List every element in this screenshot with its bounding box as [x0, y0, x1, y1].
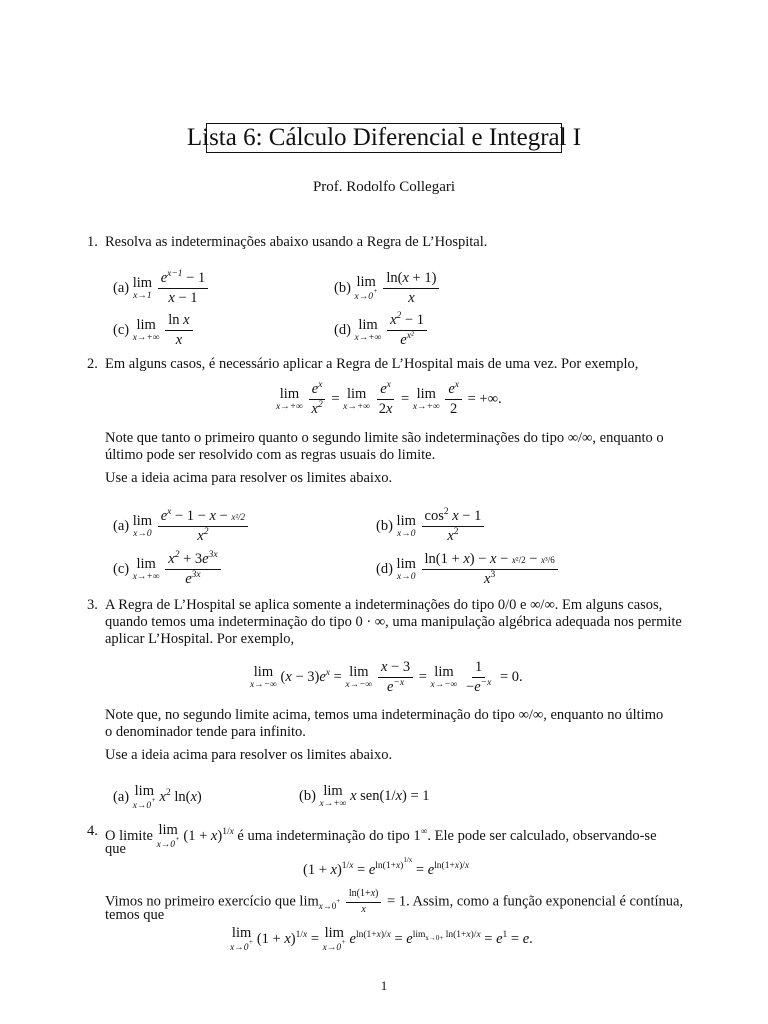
fraction: $\frac{x - 3}{e^{-x}}$ — [378, 660, 413, 695]
q3b: (b) lim x→+∞ x sen(1/x) = 1 — [299, 783, 430, 809]
q1-number: 1. — [87, 234, 98, 250]
q3-note-line1: Note que, no segundo limite acima, temos uma indeterminação do tipo ∞/∞, enquanto no último — [105, 707, 664, 723]
q1a-label: (a) — [113, 280, 130, 297]
fraction: $\frac{x^2 + 3e^{3x}}{e^{3x}}$ — [165, 552, 220, 587]
fraction: $\frac{\text{ln x}}{x}$ — [165, 313, 192, 348]
q3-number: 3. — [87, 597, 98, 613]
q2-example: lim x→+∞ $\frac{e^x}{x^2}$ = lim x→+∞ $\frac{e^x}{2x}$ = lim x→+∞ $\frac{e^x}{2}$ = +∞. — [276, 380, 502, 418]
q3-example: lim x→−∞ $(x - 3)e^x$ = lim x→−∞ $\frac{x - 3}{e^{-x}}$ = lim x→−∞ $\frac{1}{-e^{-x}}$ = 0. — [250, 659, 523, 696]
limit: lim x→0+ — [354, 274, 378, 302]
fraction: $\frac{e^x - 1 - x - x^2/2}{x^2}$ — [158, 509, 248, 544]
limit: lim x→+∞ — [276, 386, 303, 412]
limit: lim x→0 — [132, 513, 153, 539]
limit: lim x→1 — [132, 275, 153, 301]
q2-intro: Em alguns casos, é necessário aplicar a Regra de L’Hospital mais de uma vez. Por exemplo, — [105, 356, 639, 372]
q2c — [113, 552, 223, 587]
q2-use: Use a ideia acima para resolver os limites abaixo. — [105, 470, 393, 486]
limit: lim x→+∞ — [412, 386, 440, 412]
q4-text-b: é uma indeterminação do tipo 1 — [237, 827, 421, 844]
fraction: $\frac{x^2 - 1}{e^{x^2}}$ — [387, 313, 427, 348]
fraction: $\frac{e^x}{2x}$ — [378, 380, 393, 418]
title-box — [186, 123, 582, 153]
fraction: $\frac{e^{x-1} - 1}{x - 1}$ — [158, 271, 209, 306]
q4-line1: O limite lim x→0+ $(1 + x)^{1/x}$ é uma indeterminação do tipo 1∞. Ele pode ser calculado, observando-se — [105, 822, 657, 850]
q4-vimos: Vimos no primeiro exercício que $\lim_{x\to 0^+}$ $\frac{\ln(1+x)}{x}$ = 1. Assim, como a função exponencial é contínua, — [105, 888, 684, 915]
fraction: $\frac{e^x}{2}$ — [445, 382, 462, 417]
q4-text-a: O limite — [105, 827, 153, 844]
limit: lim x→−∞ — [430, 664, 458, 690]
q2a-label: (a) — [113, 518, 130, 535]
q3-use: Use a ideia acima para resolver os limites abaixo. — [105, 747, 393, 763]
fraction: $\frac{\text{ln(1 + x) − x − x²/2 − x³/6}}{x^3}$ — [422, 552, 558, 587]
q4-number: 4. — [87, 823, 98, 839]
limit: lim x→+∞ — [319, 783, 347, 809]
q1d-label: (d) — [334, 322, 351, 339]
limit: lim x→+∞ — [132, 556, 160, 582]
fraction: $\frac{\cos^2 x - 1}{x^2}$ — [422, 509, 485, 544]
limit: lim x→+∞ — [132, 317, 160, 343]
limit: lim x→+∞ — [354, 317, 382, 343]
q2a — [113, 509, 250, 544]
limit: lim x→0 — [396, 513, 416, 539]
q3a-label: (a) — [113, 788, 130, 805]
fraction: $\frac{e^x}{x^2}$ — [309, 382, 326, 417]
limit: lim x→0+ — [132, 783, 156, 811]
author: Prof. Rodolfo Collegari — [312, 179, 456, 195]
q2c-label: (c) — [113, 561, 130, 578]
q2-number: 2. — [87, 356, 98, 372]
q3-note-line2: o denominador tende para infinito. — [105, 724, 306, 740]
q1c — [113, 313, 195, 348]
page-number: 1 — [380, 978, 388, 993]
limit: lim x→−∞ — [345, 664, 373, 690]
q1-text: Resolva as indeterminações abaixo usando a Regra de L’Hospital. — [105, 234, 488, 250]
q3-line1: A Regra de L’Hospital se aplica somente a indeterminações do tipo 0/0 e ∞/∞. Em alguns casos, — [105, 597, 663, 613]
q2d-label: (d) — [376, 561, 393, 578]
q4-temos: temos que — [105, 907, 165, 923]
q2b — [376, 509, 486, 544]
q4-text-d: que — [105, 841, 126, 857]
page-title: Lista 6: Cálculo Diferencial e Integral I — [186, 124, 582, 151]
q3-line3: aplicar L’Hospital. Por exemplo, — [105, 631, 295, 647]
q1b — [334, 271, 441, 306]
limit: lim x→+∞ — [343, 386, 371, 412]
limit: lim x→0 — [396, 556, 416, 582]
q3a: (a) lim x→0+ $x^2$ ln(x) — [113, 783, 202, 811]
q3-line2: quando temos uma indeterminação do tipo 0 · ∞, uma manipulação algébrica adequada nos permite — [105, 614, 682, 630]
q1c-label: (c) — [113, 322, 130, 339]
q4-vimos-b: = 1. Assim, como a função exponencial é contínua, — [387, 893, 684, 910]
fraction: $\frac{\ln(1+x)}{x}$ — [346, 889, 382, 915]
q4-final: lim x→0+ $(1 + x)^{1/x}$ = lim x→0+ $e^{ln(1+x)/x} = e^{lim_{x\to 0+} ln(1+x)/x} = e^1 = e$. — [230, 925, 533, 953]
fraction: $\frac{1}{-e^{-x}}$ — [466, 659, 492, 696]
limit: lim x→0+ — [322, 925, 346, 953]
q2d — [376, 552, 560, 587]
q2-note-line1: Note que tanto o primeiro quanto o segundo limite são indeterminações do tipo ∞/∞, enquanto o — [105, 430, 664, 446]
q3b-label: (b) — [299, 787, 316, 804]
q1b-label: (b) — [334, 280, 351, 297]
q2b-label: (b) — [376, 518, 393, 535]
q2-note-line2: último pode ser resolvido com as regras usuais do limite. — [105, 447, 436, 463]
limit: lim x→0+ — [230, 925, 254, 953]
q1d — [334, 313, 429, 348]
q1a — [113, 271, 210, 306]
q4-vimos-a: Vimos no primeiro exercício que lim — [105, 893, 319, 910]
q4-identity: $(1 + x)^{1/x} = e^{ln(1+x)^{1/x}} = e^{ln(1+x)/x}$ — [303, 856, 470, 878]
limit: lim x→0+ — [156, 822, 180, 850]
limit: lim x→−∞ — [250, 664, 277, 690]
fraction: $\frac{\ln(x + 1)}{x}$ — [383, 271, 439, 306]
q4-text-c: . Ele pode ser calculado, observando-se — [427, 827, 657, 844]
